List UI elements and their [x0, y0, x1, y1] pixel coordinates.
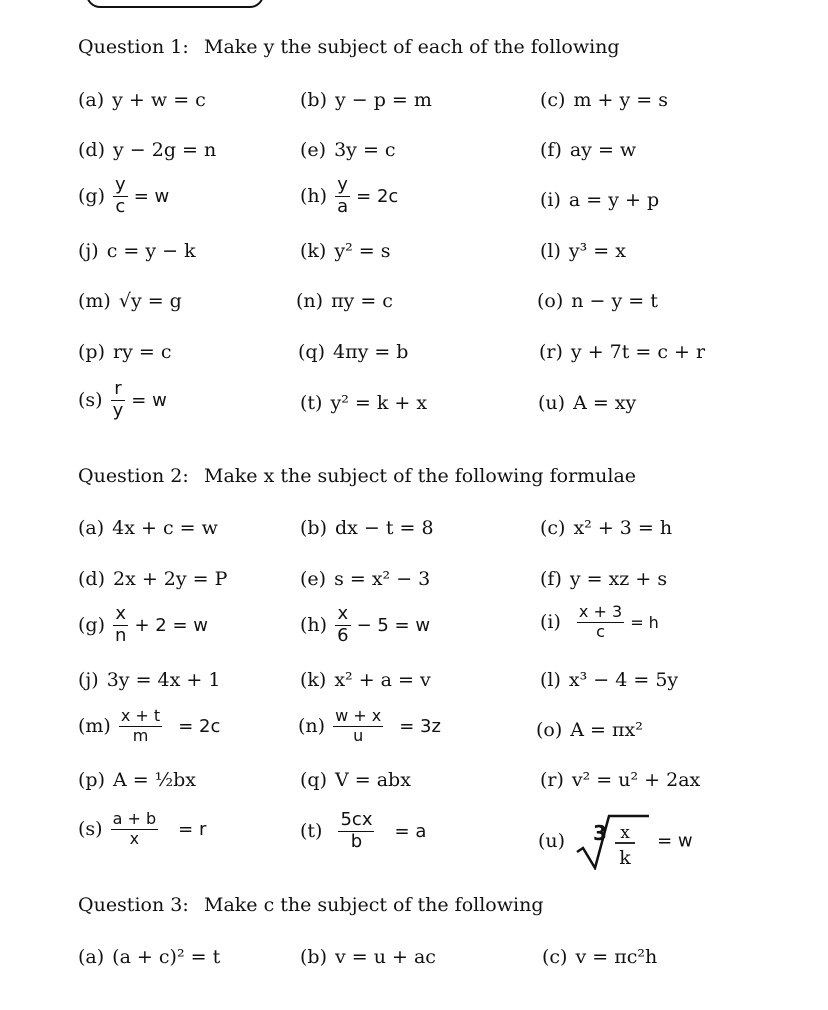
item-label: (s) [78, 818, 103, 841]
numerator: w + x [335, 706, 382, 725]
item-label: (c) [542, 946, 568, 968]
item-label: (j) [78, 669, 99, 691]
item-expression: = w [133, 185, 170, 207]
question-number: Question 3: [78, 894, 189, 916]
item-label: (i) [540, 611, 561, 634]
item-label: (b) [300, 89, 327, 111]
q3-item-c [542, 946, 657, 968]
item-expression: = 2c [178, 715, 221, 737]
item-label: (h) [300, 185, 328, 208]
item-label: (u) [538, 830, 566, 852]
item-expression: 4x + c = w [112, 517, 218, 539]
item-label: (k) [300, 669, 327, 691]
item-label: (k) [300, 240, 327, 262]
q2-item-o [536, 719, 643, 741]
q3-item-a [78, 946, 220, 968]
item-expression: y² = k + x [330, 392, 428, 414]
denominator: c [596, 621, 605, 641]
item-label: (a) [78, 89, 105, 111]
numerator: x [335, 605, 350, 626]
q1-item-o [537, 290, 658, 312]
item-label: (f) [540, 139, 562, 161]
item-expression: y − 2g = n [113, 139, 217, 161]
item-expression: πy = c [331, 290, 393, 312]
q1-item-q [298, 341, 408, 363]
q1-item-u [538, 392, 636, 414]
item-expression: = w [131, 389, 167, 411]
question-1-heading [78, 36, 620, 58]
question-number: Question 1: [78, 36, 189, 58]
q2-item-g [78, 605, 208, 646]
root-index: 3 [593, 821, 607, 845]
item-expression: 4πy = b [333, 341, 409, 363]
q2-item-p [78, 769, 196, 791]
q1-item-b [300, 89, 432, 111]
item-label: (h) [300, 614, 328, 637]
q3-item-b [300, 946, 436, 968]
item-expression: y + 7t = c + r [570, 341, 706, 363]
item-expression: m + y = s [573, 89, 668, 111]
numerator: r [111, 380, 126, 401]
item-expression: v² = u² + 2ax [571, 769, 701, 791]
item-expression: 3y = c [334, 139, 396, 161]
item-label: (i) [540, 189, 561, 211]
item-expression: − 5 = w [356, 614, 431, 636]
fraction [119, 708, 162, 745]
q1-item-c [540, 89, 668, 111]
item-label: (u) [538, 392, 566, 414]
fraction [338, 811, 374, 852]
fraction [113, 605, 128, 646]
question-number: Question 2: [78, 465, 189, 487]
q1-item-m [78, 290, 182, 312]
item-expression: = h [630, 612, 659, 632]
q1-item-p [78, 341, 171, 363]
item-expression: dx − t = 8 [335, 517, 434, 539]
q2-item-m [78, 708, 220, 745]
item-label: (c) [540, 89, 566, 111]
fraction [333, 708, 383, 745]
item-label: (e) [300, 568, 327, 590]
numerator: 5cx [340, 809, 373, 830]
q2-item-t [300, 811, 426, 852]
item-label: (q) [298, 341, 325, 363]
item-label: (c) [540, 517, 566, 539]
q2-item-a [78, 517, 218, 539]
item-expression: y = xz + s [569, 568, 668, 590]
q2-item-l [540, 669, 678, 691]
item-expression: x³ − 4 = 5y [568, 669, 679, 691]
item-expression: 2x + 2y = P [113, 568, 228, 590]
fraction [113, 176, 128, 217]
q2-item-s [78, 811, 206, 848]
item-expression: y³ = x [568, 240, 626, 262]
item-expression: 3y = 4x + 1 [106, 669, 221, 691]
item-label: (n) [298, 715, 326, 738]
numerator: x [113, 605, 128, 626]
item-label: (o) [536, 719, 563, 741]
q2-item-j [78, 669, 220, 691]
q1-item-d [78, 139, 216, 161]
denominator: c [115, 195, 126, 217]
q2-item-u [538, 812, 693, 870]
item-expression: y² = s [334, 240, 391, 262]
q2-item-c [540, 517, 672, 539]
item-expression: ay = w [569, 139, 637, 161]
header-box-edge [86, 0, 264, 8]
item-label: (q) [300, 769, 327, 791]
item-label: (b) [300, 517, 327, 539]
item-expression: s = x² − 3 [334, 568, 431, 590]
fraction [111, 811, 159, 848]
q1-item-t [300, 392, 427, 414]
q1-item-j [78, 240, 196, 262]
numerator: x [620, 823, 630, 843]
denominator: a [337, 195, 349, 217]
cube-root [573, 812, 651, 870]
item-expression: = r [178, 818, 207, 840]
item-expression: y + w = c [112, 89, 206, 111]
question-instruction: Make x the subject of the following formulae [204, 465, 637, 487]
q1-item-g [78, 176, 169, 217]
item-label: (j) [78, 240, 99, 262]
item-expression: = a [394, 820, 427, 842]
denominator: 6 [337, 624, 349, 646]
denominator: x [129, 828, 140, 848]
numerator: y [115, 174, 126, 195]
item-label: (t) [300, 820, 323, 843]
item-expression: = w [657, 830, 693, 852]
item-label: (l) [540, 240, 561, 262]
item-label: (f) [540, 568, 562, 590]
q1-item-k [300, 240, 390, 262]
q1-item-e [300, 139, 396, 161]
radical-sign [573, 812, 651, 870]
fraction [577, 604, 624, 641]
denominator: n [115, 624, 127, 646]
numerator: x + 3 [578, 602, 623, 621]
item-expression: x² + a = v [334, 669, 431, 691]
denominator: y [112, 399, 124, 421]
item-label: (l) [540, 669, 561, 691]
item-expression: ry = c [113, 341, 172, 363]
q1-item-f [540, 139, 636, 161]
question-instruction: Make c the subject of the following [204, 894, 544, 916]
q2-item-f [540, 568, 667, 590]
item-expression: (a + c)² = t [112, 946, 221, 968]
item-label: (s) [78, 389, 103, 412]
item-expression: n − y = t [571, 290, 658, 312]
q2-item-k [300, 669, 431, 691]
item-expression: A = ½bx [113, 769, 197, 791]
numerator: a + b [112, 809, 157, 828]
item-expression: + 2 = w [134, 614, 208, 636]
q2-item-q [300, 769, 411, 791]
item-expression: √y = g [118, 290, 182, 312]
q2-item-d [78, 568, 227, 590]
item-label: (n) [296, 290, 324, 312]
q2-item-i [540, 604, 659, 641]
fraction [335, 605, 350, 646]
item-label: (m) [78, 715, 111, 738]
q2-item-n [298, 708, 441, 745]
q1-item-l [540, 240, 626, 262]
fraction [335, 176, 350, 217]
q1-item-i [540, 189, 659, 211]
denominator: m [132, 725, 149, 745]
item-label: (r) [540, 769, 564, 791]
item-expression: A = xy [573, 392, 637, 414]
q1-item-r [539, 341, 705, 363]
q2-item-r [540, 769, 700, 791]
item-expression: A = πx² [570, 719, 643, 741]
numerator: x + t [120, 706, 161, 725]
item-label: (m) [78, 290, 111, 312]
question-instruction: Make y the subject of each of the following [204, 36, 620, 58]
denominator: u [353, 725, 364, 745]
item-label: (o) [537, 290, 564, 312]
item-label: (t) [300, 392, 323, 414]
item-expression: V = abx [335, 769, 411, 791]
item-label: (r) [539, 341, 563, 363]
item-label: (e) [300, 139, 327, 161]
item-expression: = 2c [356, 185, 399, 207]
item-label: (p) [78, 341, 105, 363]
fraction [111, 380, 126, 421]
q1-item-s [78, 380, 167, 421]
item-expression: v = πc²h [575, 946, 658, 968]
item-expression: x² + 3 = h [573, 517, 673, 539]
item-label: (a) [78, 946, 105, 968]
item-expression: v = u + ac [335, 946, 436, 968]
item-expression: a = y + p [568, 189, 660, 211]
item-label: (g) [78, 614, 105, 637]
question-2-heading [78, 465, 636, 487]
item-label: (p) [78, 769, 105, 791]
item-expression: c = y − k [106, 240, 196, 262]
item-label: (g) [78, 185, 105, 208]
item-label: (d) [78, 568, 105, 590]
q2-item-b [300, 517, 434, 539]
item-label: (a) [78, 517, 105, 539]
q2-item-e [300, 568, 430, 590]
item-expression: = 3z [399, 715, 441, 737]
numerator: y [335, 176, 350, 197]
denominator: k [619, 847, 631, 869]
item-expression: y − p = m [335, 89, 432, 111]
item-label: (b) [300, 946, 327, 968]
q1-item-h [300, 176, 398, 217]
item-label: (d) [78, 139, 105, 161]
question-3-heading [78, 894, 544, 916]
q1-item-n [296, 290, 393, 312]
q1-item-a [78, 89, 206, 111]
q2-item-h [300, 605, 430, 646]
denominator: b [350, 830, 363, 852]
